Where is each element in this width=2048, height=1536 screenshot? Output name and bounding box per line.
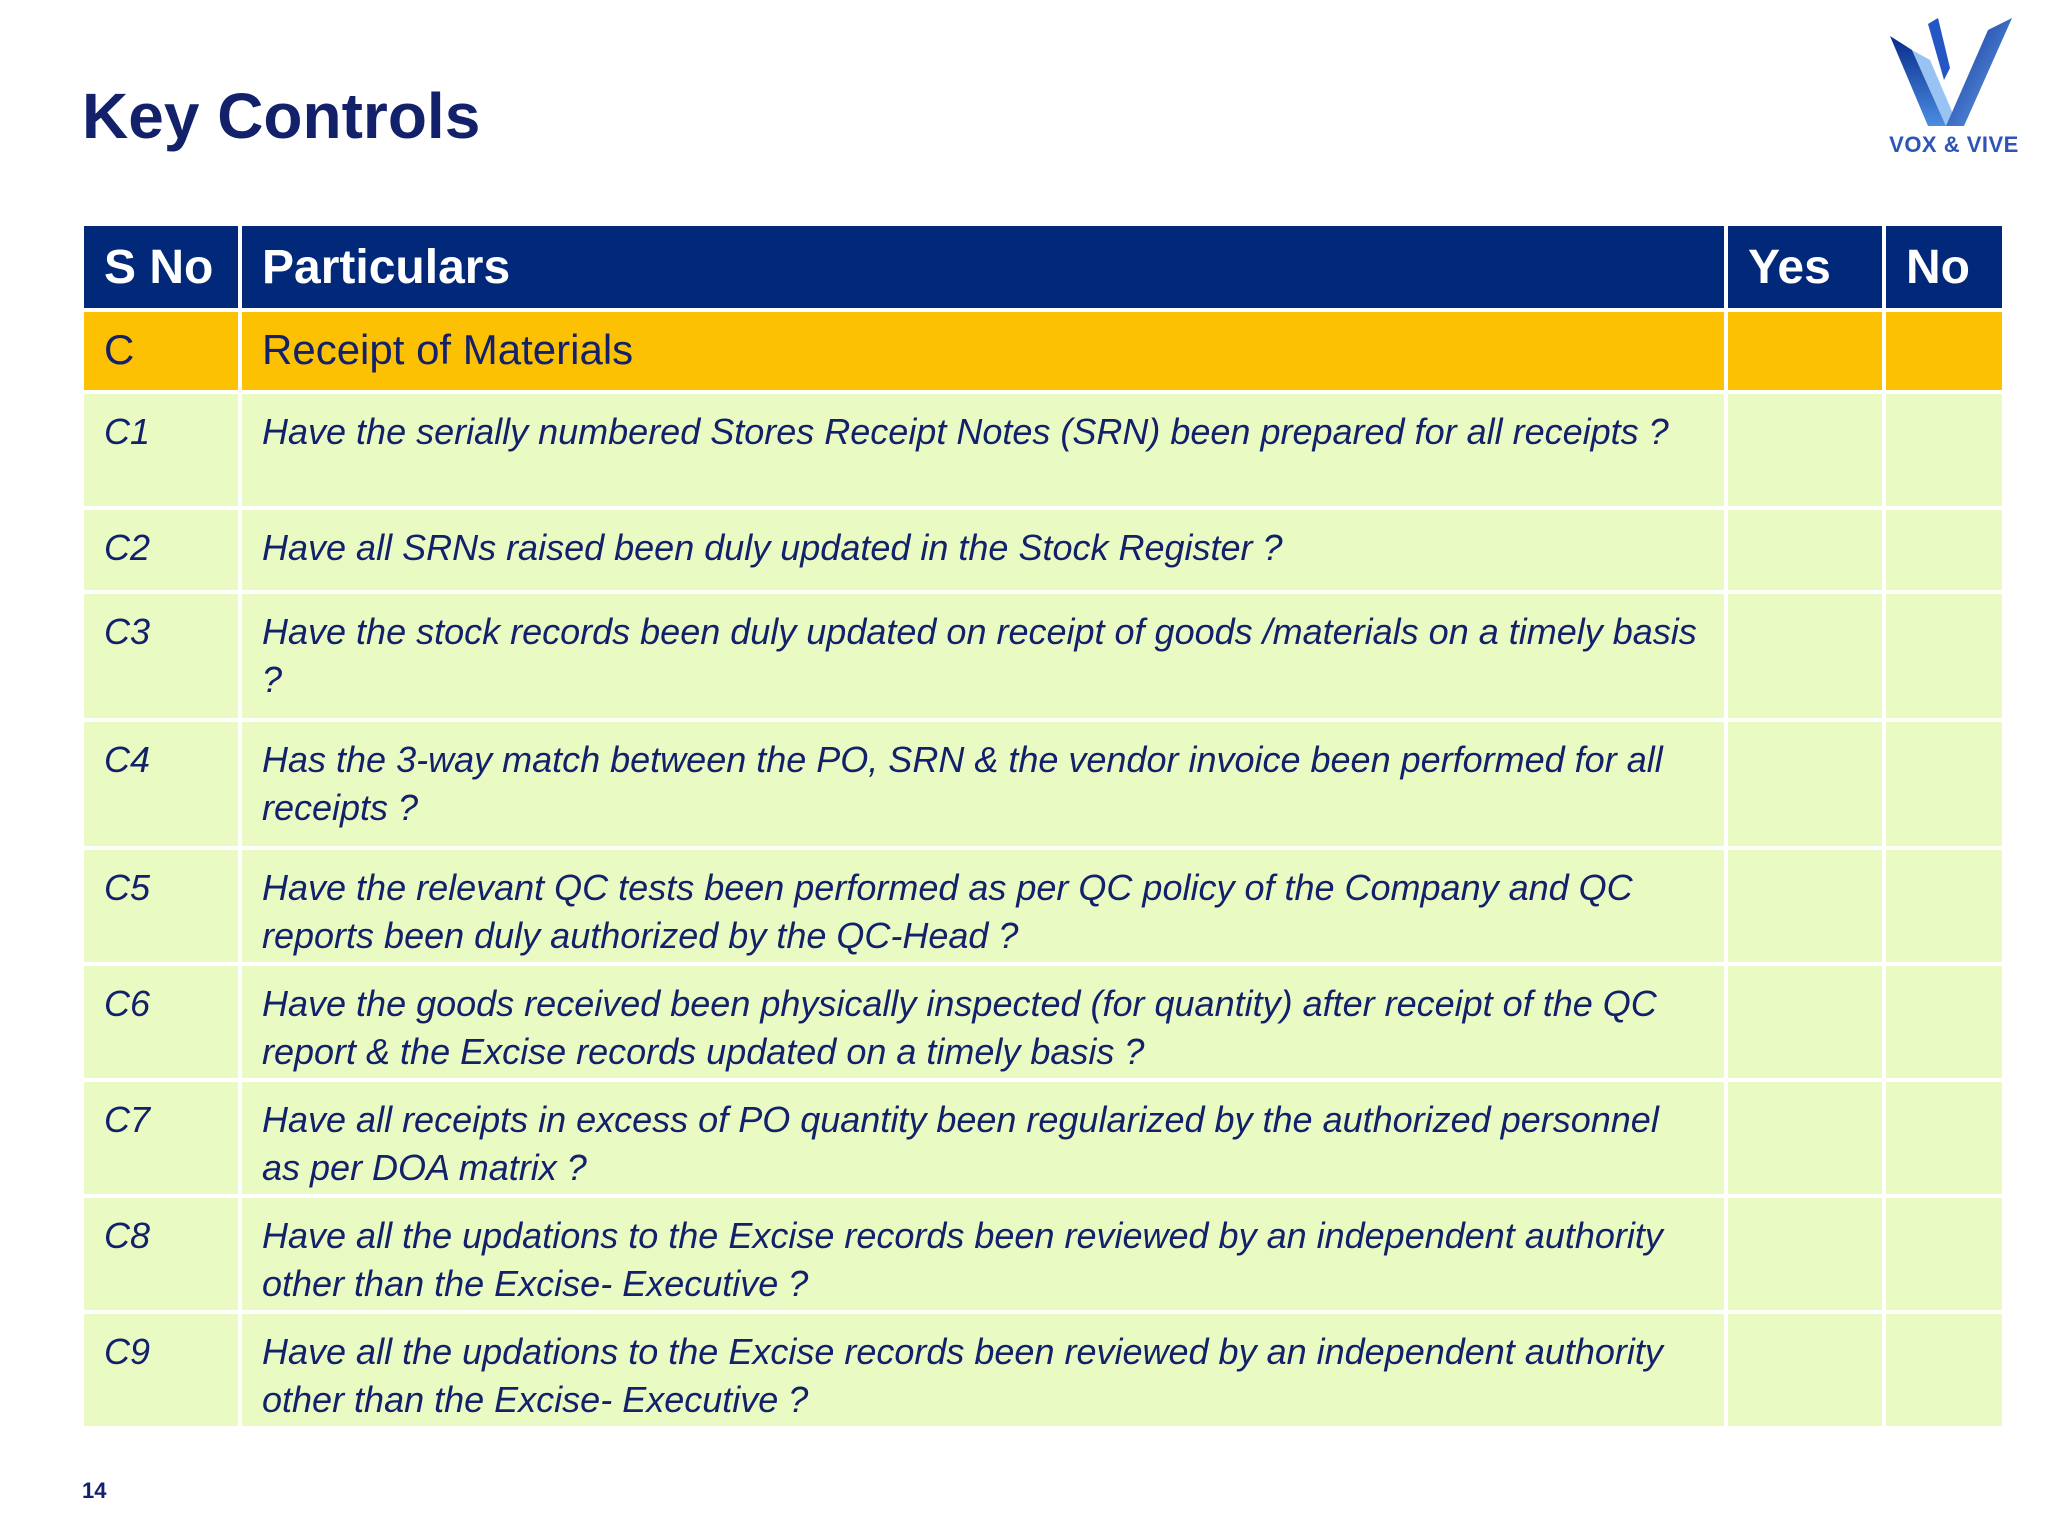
row-no-cell[interactable] bbox=[1884, 964, 2004, 1080]
row-no-cell[interactable] bbox=[1884, 392, 2004, 508]
page-number: 14 bbox=[82, 1478, 107, 1503]
row-particulars: Have the goods received been physically inspected (for quantity) after receipt of the QC report & the Excise records updated on a timely basis ? bbox=[240, 964, 1726, 1080]
row-particulars: Have all receipts in excess of PO quantity been regularized by the authorized personnel as per DOA matrix ? bbox=[240, 1080, 1726, 1196]
logo-text: VOX & VIVE bbox=[1889, 132, 2019, 157]
row-particulars: Have the stock records been duly updated on receipt of goods /materials on a timely basis ? bbox=[240, 592, 1726, 720]
row-yes-cell[interactable] bbox=[1726, 720, 1884, 848]
row-sno: C6 bbox=[82, 964, 240, 1080]
table-row bbox=[82, 848, 2004, 964]
row-sno: C8 bbox=[82, 1196, 240, 1312]
company-logo bbox=[1874, 14, 2034, 164]
row-sno: C7 bbox=[82, 1080, 240, 1196]
row-no-cell[interactable] bbox=[1884, 1196, 2004, 1312]
row-particulars: Have the serially numbered Stores Receipt Notes (SRN) been prepared for all receipts ? bbox=[240, 392, 1726, 508]
section-row bbox=[82, 310, 2004, 392]
table-row bbox=[82, 592, 2004, 720]
row-no-cell[interactable] bbox=[1884, 592, 2004, 720]
row-particulars: Have the relevant QC tests been performed as per QC policy of the Company and QC reports been duly authorized by the QC-Head ? bbox=[240, 848, 1726, 964]
row-sno: C5 bbox=[82, 848, 240, 964]
table-row bbox=[82, 1312, 2004, 1428]
row-particulars: Have all the updations to the Excise records been reviewed by an independent authority other than the Excise- Executive ? bbox=[240, 1312, 1726, 1428]
table-row bbox=[82, 392, 2004, 508]
section-code: C bbox=[82, 310, 240, 392]
row-yes-cell[interactable] bbox=[1726, 1080, 1884, 1196]
row-no-cell[interactable] bbox=[1884, 1312, 2004, 1428]
row-particulars: Have all the updations to the Excise records been reviewed by an independent authority other than the Excise- Executive ? bbox=[240, 1196, 1726, 1312]
row-no-cell[interactable] bbox=[1884, 848, 2004, 964]
row-sno: C4 bbox=[82, 720, 240, 848]
row-yes-cell[interactable] bbox=[1726, 848, 1884, 964]
row-no-cell[interactable] bbox=[1884, 720, 2004, 848]
key-controls-table bbox=[80, 222, 2006, 1430]
row-no-cell[interactable] bbox=[1884, 508, 2004, 592]
section-yes-cell bbox=[1726, 310, 1884, 392]
header-sno: S No bbox=[82, 224, 240, 310]
row-yes-cell[interactable] bbox=[1726, 964, 1884, 1080]
header-yes: Yes bbox=[1726, 224, 1884, 310]
table-row bbox=[82, 964, 2004, 1080]
row-sno: C2 bbox=[82, 508, 240, 592]
row-particulars: Has the 3-way match between the PO, SRN & the vendor invoice been performed for all receipts ? bbox=[240, 720, 1726, 848]
row-sno: C9 bbox=[82, 1312, 240, 1428]
row-yes-cell[interactable] bbox=[1726, 1196, 1884, 1312]
row-sno: C1 bbox=[82, 392, 240, 508]
table-header-row bbox=[82, 224, 2004, 310]
table-row bbox=[82, 1080, 2004, 1196]
row-yes-cell[interactable] bbox=[1726, 592, 1884, 720]
row-particulars: Have all SRNs raised been duly updated in the Stock Register ? bbox=[240, 508, 1726, 592]
table-row bbox=[82, 1196, 2004, 1312]
slide-title: Key Controls bbox=[82, 80, 481, 152]
section-title: Receipt of Materials bbox=[240, 310, 1726, 392]
table-row bbox=[82, 508, 2004, 592]
row-yes-cell[interactable] bbox=[1726, 1312, 1884, 1428]
header-no: No bbox=[1884, 224, 2004, 310]
header-particulars: Particulars bbox=[240, 224, 1726, 310]
table-row bbox=[82, 720, 2004, 848]
v-chevron-logo-icon bbox=[1888, 14, 2018, 132]
section-no-cell bbox=[1884, 310, 2004, 392]
row-yes-cell[interactable] bbox=[1726, 392, 1884, 508]
row-sno: C3 bbox=[82, 592, 240, 720]
row-yes-cell[interactable] bbox=[1726, 508, 1884, 592]
row-no-cell[interactable] bbox=[1884, 1080, 2004, 1196]
